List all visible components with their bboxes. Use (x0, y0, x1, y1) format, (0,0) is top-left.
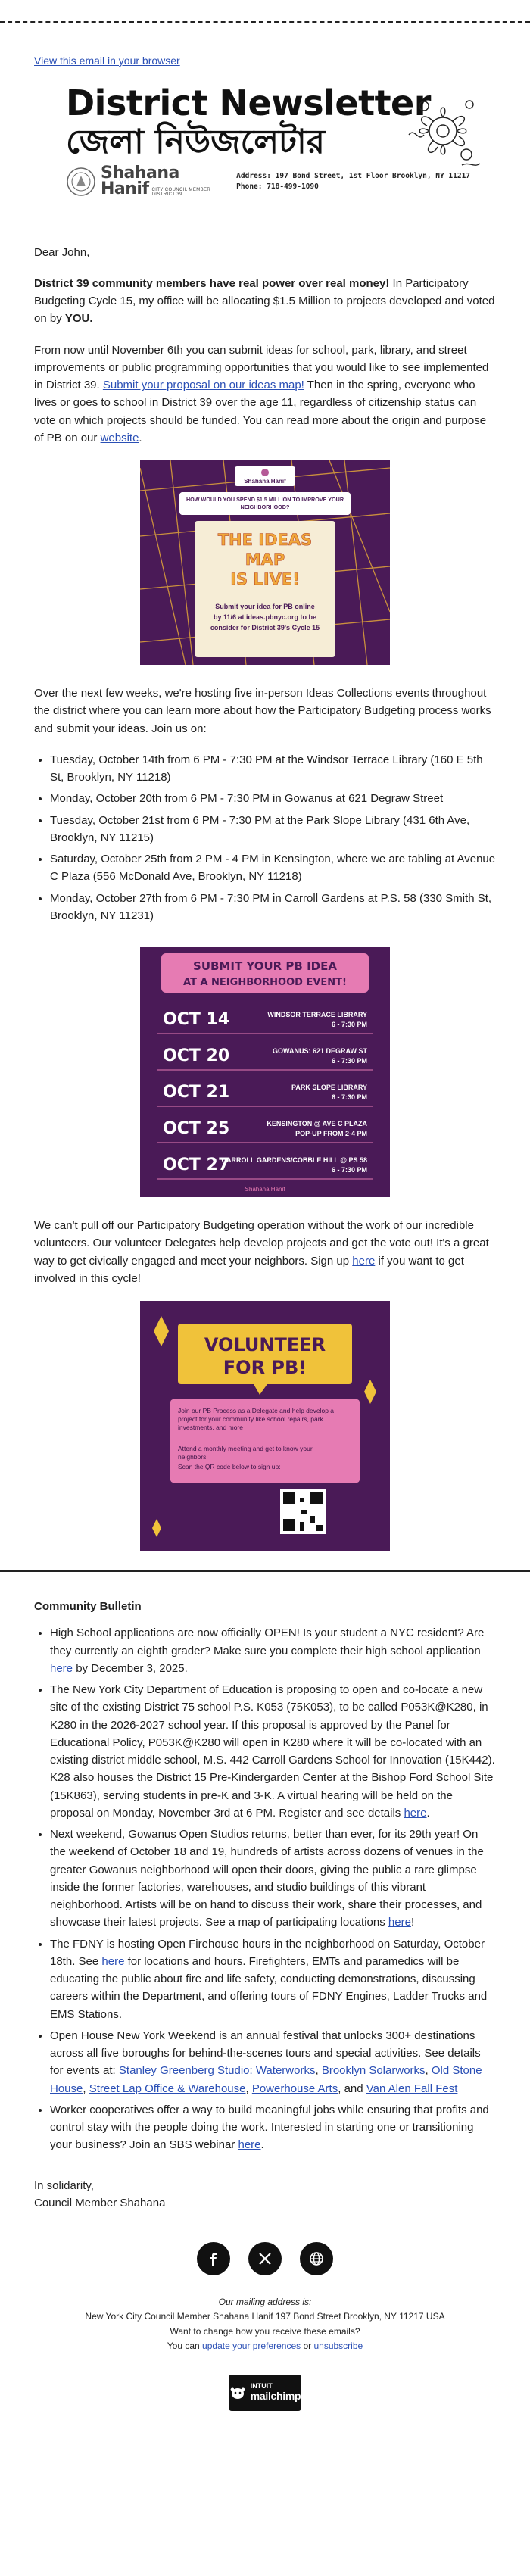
event-item: • Tuesday, October 14th from 6 PM - 7:30 PM at the Windsor Terrace Library (160 E 5th St, Brooklyn, NY 11218) (50, 751, 496, 787)
wrapped-line: project for your community like school repairs, park (178, 1415, 323, 1424)
events-intro: Over the next few weeks, we're hosting five in-person Ideas Collections events throughout the district where you can learn more about how the Participatory Budgeting process works and submit your ideas. Join us on: (34, 687, 491, 735)
badge-name: mailchimp (250, 2390, 301, 2403)
event-date: OCT 25 (163, 1119, 230, 1139)
mailing-label: Our mailing address is: (218, 2297, 312, 2308)
office-phone: Phone: 718-499-1090 (236, 182, 319, 191)
event-item: • Saturday, October 25th from 2 PM - 4 PM in Kensington, where we are tabling at Avenue C Plaza (556 McDonald Ave, Brooklyn, NY 11218) (50, 850, 496, 886)
ideas-headline-3: IS LIVE! (230, 570, 300, 589)
ohny-link-waterworks[interactable]: Stanley Greenberg Studio: Waterworks (118, 2064, 316, 2078)
badge-top: INTUIT (250, 2382, 273, 2390)
event-item: • Monday, October 27th from 6 PM - 7:30 PM in Carroll Gardens at P.S. 58 (330 Smith St, Brooklyn, NY 11231) (50, 890, 496, 925)
office-contact (236, 171, 470, 192)
event-time: 6 - 7:30 PM (331, 1166, 367, 1174)
ohny-link-powerhouse-arts[interactable]: Powerhouse Arts (251, 2082, 338, 2095)
newsletter-title-en: District Newsletter (66, 82, 431, 123)
bulletin-item: • Open House New York Weekend is an annual festival that unlocks 300+ destinations across all five boroughs for behind-the-scenes tours and special activities. See details for events at: Stanley Greenberg Studio: Waterworks, Brooklyn Solarworks, Old Stone House, Street Lap Office & Warehouse, Powerhouse Arts, and Van Alen Fall Fest (50, 2027, 496, 2097)
floral-doodle-icon (401, 89, 485, 173)
footer-text (0, 2295, 530, 2353)
event-time: 6 - 7:30 PM (331, 1093, 367, 1102)
bulletin-text: by December 3, 2025. (73, 1661, 188, 1675)
bulletin-item (50, 1624, 496, 1677)
events-logo: Shahana Hanif (245, 1186, 285, 1193)
volunteer-title-1: VOLUNTEER (204, 1334, 326, 1356)
council-logo (66, 163, 211, 198)
event-place: CARROLL GARDENS/COBBLE HILL @ PS 58 (221, 1156, 367, 1165)
event-date: OCT 27 (163, 1155, 230, 1175)
signoff (0, 2177, 530, 2213)
wrapped-line: neighbors (178, 1453, 207, 1461)
or-text: or (301, 2340, 314, 2351)
bulletin-text: . (426, 1806, 430, 1820)
wrapped-line: Attend a monthly meeting and get to know your (178, 1445, 313, 1453)
events-title-1: SUBMIT YOUR PB IDEA (193, 959, 337, 974)
wrapped-line: HOW WOULD YOU SPEND $1.5 MILLION TO IMPROVE YOUR (186, 496, 344, 504)
preferences-line (0, 2339, 530, 2353)
event-place: GOWANUS: 621 DEGRAW ST (272, 1047, 367, 1056)
mailing-address: New York City Council Member Shahana Hanif 197 Bond Street Brooklyn, NY 11217 USA (85, 2311, 445, 2322)
event-place: WINDSOR TERRACE LIBRARY (267, 1011, 367, 1019)
event-date: OCT 14 (163, 1010, 230, 1030)
volunteer-text-b: if you want to get involved in this cycle! (34, 1254, 464, 1285)
bulletin-title: Community Bulletin (34, 1600, 142, 1614)
ideas-map-link[interactable]: Submit your proposal on our ideas map! (102, 379, 304, 392)
bulletin-item (50, 1826, 496, 1932)
want-change-text: Want to change how you receive these emails? (170, 2325, 360, 2337)
hearing-register-link[interactable]: here (404, 1806, 427, 1820)
unsubscribe-link[interactable]: unsubscribe (313, 2340, 363, 2351)
intro-paragraph (34, 275, 496, 328)
ideas-logo-text: Shahana Hanif (244, 478, 286, 485)
newsletter-masthead (0, 82, 530, 221)
pb-text-a: From now until November 6th you can submit ideas for school, park, library, and street improvements or public programming opportunities that you would like to see implemented in District 39. (34, 343, 489, 392)
events-graphic[interactable] (140, 947, 390, 1197)
bulletin-item (50, 1935, 496, 2023)
event-item: • Monday, October 20th from 6 PM - 7:30 PM in Gowanus at 621 Degraw Street (50, 790, 496, 807)
bulletin-text: The FDNY is hosting Open Firehouse hours in the neighborhood on Saturday, October 18th. See (50, 1937, 485, 1968)
signoff-line-1: In solidarity, (34, 2178, 94, 2192)
volunteer-item-3 (178, 1463, 281, 1470)
mailchimp-logo-icon (229, 2384, 246, 2401)
volunteer-signup-link[interactable]: here (352, 1254, 376, 1268)
bulletin-text: Next weekend, Gowanus Open Studios returns, better than ever, for its 29th year! On the weekend of October 18 and 19, hundreds of artists across dozens of venues in the greater Gowanus neighborhood will open their doors, giving the public a rare glimpse inside the former factories, warehouses, and studio buildings of this vibrant neighborhood. Artists will be on hand to discuss their work, share their processes, and showcase their latest projects. See a map of participating locations (50, 1828, 484, 1929)
logo-first-name: Shahana (101, 163, 179, 182)
event-time: POP-UP FROM 2-4 PM (295, 1130, 367, 1138)
bulletin-item (50, 2101, 496, 2154)
volunteer-text-a: We can't pull off our Participatory Budgeting operation without the work of our incredible volunteers. Our volunteer Delegates help develop projects and get the vote out! It's a great way to get civically engaged and meet your neighbors. Sign up (34, 1219, 489, 1268)
volunteer-graphic[interactable] (140, 1301, 390, 1551)
ideas-body-1: Submit your idea for PB online (215, 603, 315, 611)
x-icon[interactable] (248, 2242, 282, 2275)
logo-last-name: Hanif (101, 179, 149, 198)
website-icon[interactable] (300, 2242, 333, 2275)
ideas-body-3: consider for District 39's Cycle 15 (210, 624, 320, 632)
event-time: 6 - 7:30 PM (331, 1021, 367, 1029)
update-preferences-link[interactable]: update your preferences (202, 2340, 301, 2351)
section-divider (0, 1570, 530, 1572)
bulletin-list (0, 1624, 530, 2153)
events-list (0, 751, 530, 925)
event-time: 6 - 7:30 PM (331, 1057, 367, 1065)
mailchimp-badge[interactable] (0, 2375, 530, 2411)
intro-text: In Participatory Budgeting Cycle 15, my office will be allocating $1.5 Million to projects developed and voted on by (34, 276, 495, 326)
facebook-icon[interactable] (197, 2242, 230, 2275)
ideas-headline-1: THE IDEAS (217, 531, 313, 550)
ideas-body-2: by 11/6 at ideas.pbnyc.org to be (213, 613, 317, 622)
volunteer-paragraph (34, 1217, 496, 1287)
website-link[interactable]: website (100, 431, 139, 444)
bulletin-text: ! (410, 1916, 415, 1929)
city-seal-icon (66, 167, 96, 197)
pb-text-b: Then in the spring, everyone who lives or goes to school in District 39 over the age 11, regardless of citizenship status can vote on which projects should be funded. You can read more about the origin and purpose of PB on our (34, 379, 487, 444)
top-dashed-border (0, 0, 530, 23)
wrapped-line: Scan the QR code below to sign up: (178, 1463, 281, 1471)
sbs-webinar-link[interactable]: here (238, 2138, 261, 2152)
events-title-2: AT A NEIGHBORHOOD EVENT! (183, 977, 347, 989)
pb-paragraph (34, 341, 496, 448)
bulletin-text: Worker cooperatives offer a way to build meaningful jobs while ensuring that profits and control stay with the people doing the work. Interested in starting one or transitioning your business? Join an SBS webinar (50, 2103, 489, 2152)
ohny-link-van-alen[interactable]: Van Alen Fall Fest (366, 2082, 458, 2095)
view-in-browser-link[interactable]: View this email in your browser (34, 55, 180, 67)
open-studios-map-link[interactable]: here (388, 1916, 411, 1929)
social-links (0, 2242, 530, 2275)
bulletin-text: . (260, 2138, 264, 2152)
event-place: KENSINGTON @ AVE C PLAZA (267, 1120, 367, 1128)
ideas-map-graphic[interactable] (140, 460, 390, 665)
ohny-link-old-stone-house[interactable]: Old Stone House (50, 2064, 482, 2095)
event-place: PARK SLOPE LIBRARY (291, 1084, 367, 1092)
ohny-link-street-lap[interactable]: Street Lap Office & Warehouse (89, 2082, 246, 2095)
ideas-headline-2: MAP (245, 550, 285, 569)
bulletin-text: High School applications are now officially OPEN! Is your student a NYC resident? Are they currently an eighth grader? Make sure you complete their high school application (50, 1626, 485, 1658)
bulletin-text: Open House New York Weekend is an annual festival that unlocks 300+ destinations across all five boroughs for behind-the-scenes tours and special activities. See details for events at: (50, 2029, 481, 2078)
pb-text-end: . (139, 431, 142, 444)
wrapped-line: investments, and more (178, 1424, 243, 1432)
hs-application-link[interactable]: here (50, 1661, 73, 1675)
open-firehouse-link[interactable]: here (101, 1954, 125, 1968)
qr-code-icon[interactable] (280, 1489, 326, 1534)
intro-bold: District 39 community members have real power over real money! (34, 276, 390, 290)
wrapped-line: NEIGHBORHOOD? (240, 504, 290, 511)
bulletin-item (50, 1681, 496, 1822)
volunteer-title-2: FOR PB! (223, 1357, 307, 1379)
logo-subtitle-2: DISTRICT 39 (151, 192, 182, 198)
event-date: OCT 21 (163, 1083, 230, 1102)
bulletin-text: for locations and hours. Firefighters, EMTs and paramedics will be educating the public about fire and life safety, conducting demonstrations, discussing careers within the Department, and offering tours of FDNY Engines, Ladder Trucks and EMS Stations. (50, 1954, 488, 2021)
event-item: • Tuesday, October 21st from 6 PM - 7:30 PM at the Park Slope Library (431 6th Ave, Brooklyn, NY 11215) (50, 812, 496, 847)
greeting: Dear John, (34, 245, 90, 259)
logo-subtitle-1: CITY COUNCIL MEMBER (151, 187, 211, 192)
newsletter-title-bn: জেলা নিউজলেটার (66, 122, 325, 161)
you-can-text: You can (167, 2340, 203, 2351)
signoff-line-2: Council Member Shahana (34, 2196, 166, 2210)
intro-you: YOU. (64, 312, 93, 326)
ohny-link-solarworks[interactable]: Brooklyn Solarworks (321, 2064, 426, 2078)
event-date: OCT 20 (163, 1046, 230, 1066)
office-address: Address: 197 Bond Street, 1st Floor Brooklyn, NY 11217 (236, 172, 471, 181)
bulletin-text: The New York City Department of Education is proposing to open and co-locate a new site of the existing District 75 school P.S. K053 (75K053), to be called P053K@K280, in K280 in the 2026-2027 school year. If this proposal is approved by the Panel for Educational Policy, P053K@K280 will open in K280 where it will be co-located with an existing district middle school, M.S. 442 Carroll Gardens School for Innovation (15K442). K28 also houses the District 15 Pre-Kindergarden Center at the Bishop Ford School Site (15K863), serving students in pre-K and 3-K. A virtual hearing will be held on the proposal on Monday, November 3rd at 6 PM. Register and see details (50, 1683, 495, 1820)
wrapped-line: Join our PB Process as a Delegate and help develop a (178, 1407, 335, 1415)
